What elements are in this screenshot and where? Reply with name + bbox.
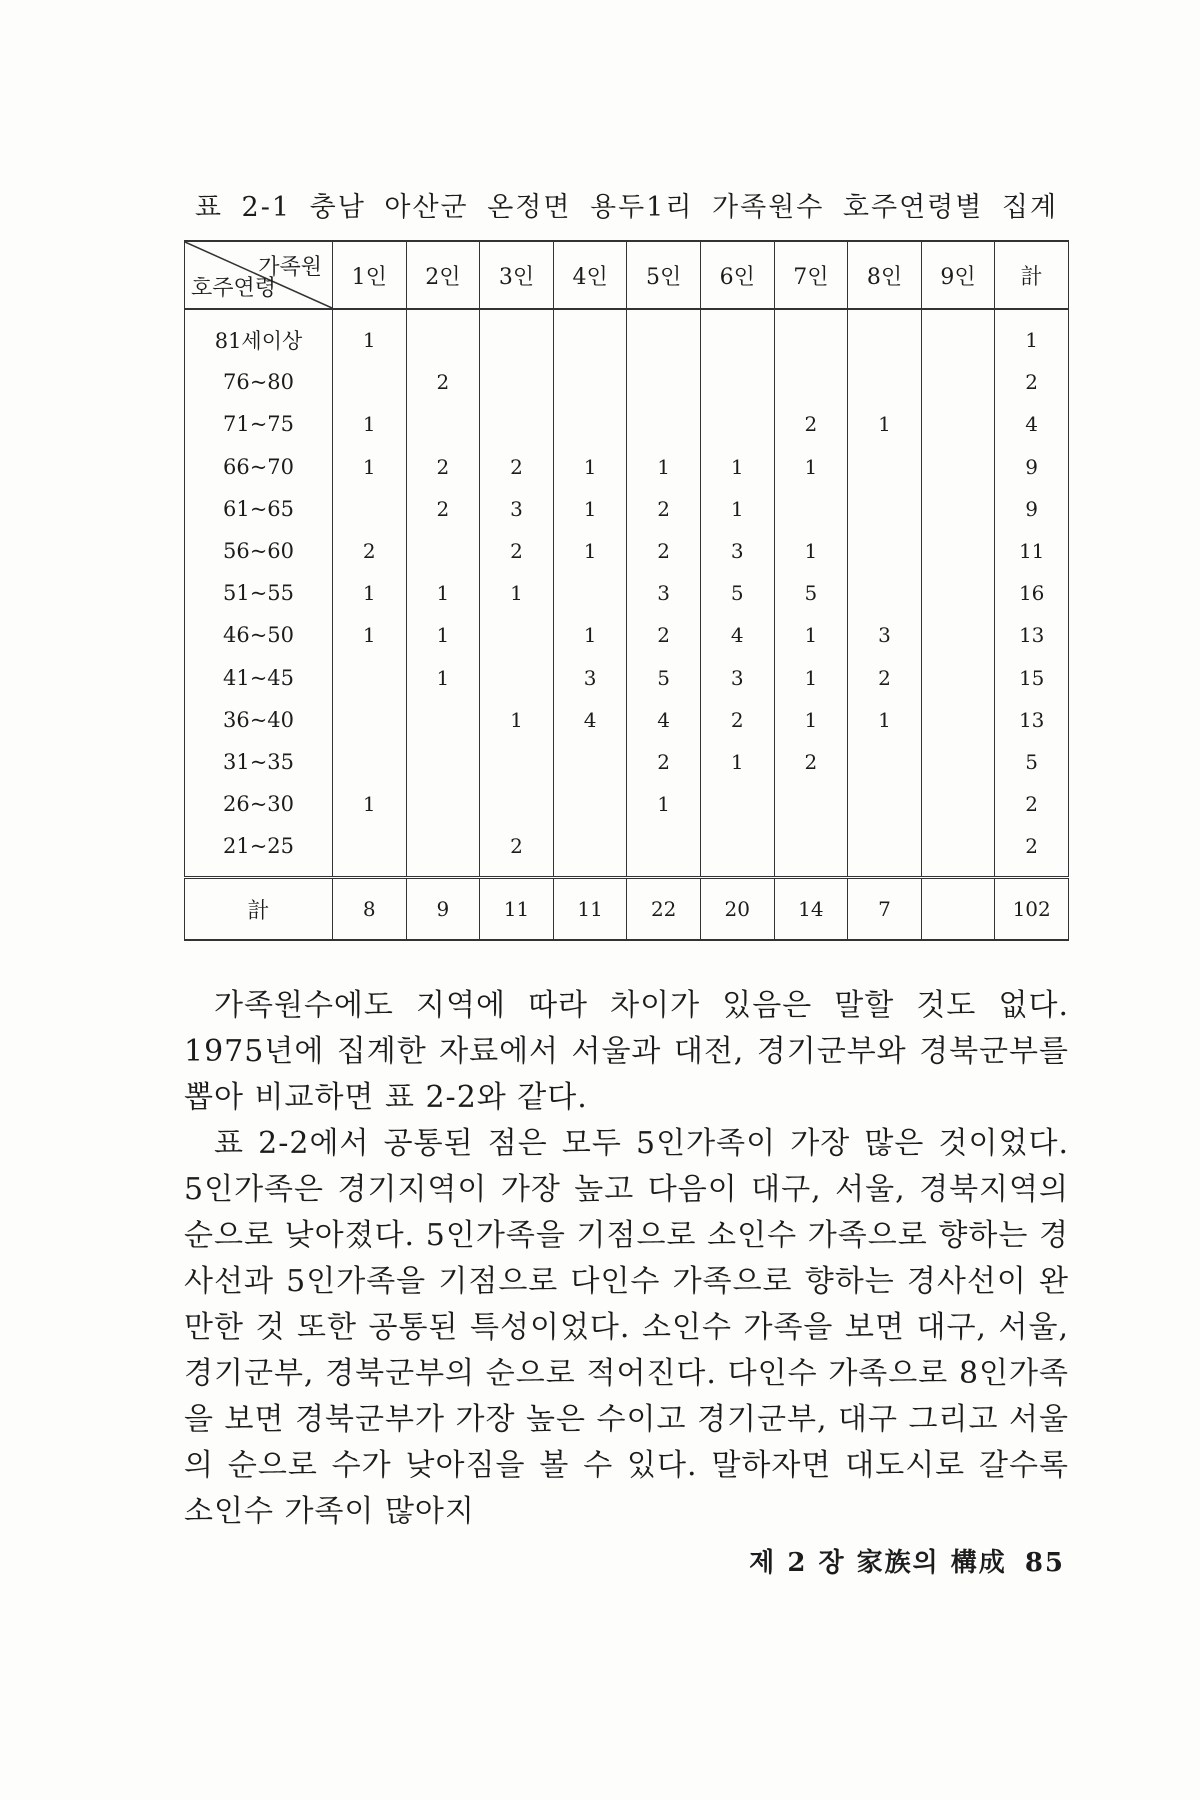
table-caption: 표 2-1 충남 아산군 온정면 용두1리 가족원수 호주연령별 집계 <box>194 192 1059 223</box>
table-cell <box>406 530 480 572</box>
table-cell <box>921 741 995 783</box>
table-cell: 1 <box>700 488 774 530</box>
table-cell <box>627 825 701 878</box>
table-cell: 3 <box>627 572 701 614</box>
table-cell: 1 <box>480 699 554 741</box>
table-row <box>185 657 1069 699</box>
table-row <box>185 488 1069 530</box>
table-cell: 5 <box>700 572 774 614</box>
table-cell <box>553 825 627 878</box>
table-cell: 3 <box>553 657 627 699</box>
table-cell <box>921 614 995 656</box>
table-cell: 2 <box>406 446 480 488</box>
table-cell: 9 <box>995 488 1069 530</box>
table-cell <box>921 572 995 614</box>
table-row <box>185 741 1069 783</box>
table-cell: 1 <box>333 446 407 488</box>
table-cell <box>700 403 774 445</box>
table-cell <box>921 309 995 361</box>
table-cell: 1 <box>774 614 848 656</box>
column-header: 3인 <box>480 241 554 309</box>
table-cell: 4 <box>995 403 1069 445</box>
column-header: 8인 <box>848 241 922 309</box>
table-cell: 2 <box>774 403 848 445</box>
table-cell <box>627 361 701 403</box>
corner-header-cell <box>185 241 333 309</box>
table-cell: 3 <box>700 657 774 699</box>
table-cell: 1 <box>700 741 774 783</box>
table-row <box>185 530 1069 572</box>
total-cell: 14 <box>774 878 848 941</box>
table-cell <box>921 361 995 403</box>
table-cell: 2 <box>333 530 407 572</box>
table-cell: 1 <box>553 446 627 488</box>
table-cell: 11 <box>995 530 1069 572</box>
row-label: 61~65 <box>185 488 333 530</box>
row-label: 56~60 <box>185 530 333 572</box>
table-cell: 1 <box>406 657 480 699</box>
table-cell: 1 <box>774 657 848 699</box>
table-cell: 3 <box>480 488 554 530</box>
column-header: 9인 <box>921 241 995 309</box>
table-cell: 1 <box>333 403 407 445</box>
table-cell: 15 <box>995 657 1069 699</box>
column-header: 2인 <box>406 241 480 309</box>
page-footer <box>749 1542 1065 1579</box>
table-cell <box>333 361 407 403</box>
table-cell: 1 <box>848 403 922 445</box>
chapter-title: 제 2 장 家族의 構成 <box>749 1548 1007 1578</box>
table-cell: 1 <box>333 783 407 825</box>
table-cell: 2 <box>774 741 848 783</box>
table-cell <box>480 657 554 699</box>
table-cell: 1 <box>333 614 407 656</box>
table-cell: 2 <box>480 825 554 878</box>
table-cell <box>848 361 922 403</box>
table-cell <box>848 446 922 488</box>
table-cell <box>848 530 922 572</box>
table-row <box>185 614 1069 656</box>
table-cell: 1 <box>995 309 1069 361</box>
row-label: 66~70 <box>185 446 333 488</box>
table-cell <box>406 309 480 361</box>
table-cell <box>553 572 627 614</box>
total-cell: 11 <box>480 878 554 941</box>
row-label: 21~25 <box>185 825 333 878</box>
table-cell: 2 <box>406 361 480 403</box>
table-cell <box>921 657 995 699</box>
table-cell <box>921 699 995 741</box>
table-row <box>185 572 1069 614</box>
table-cell <box>406 825 480 878</box>
table-cell <box>921 783 995 825</box>
table-cell <box>921 403 995 445</box>
table-cell <box>480 614 554 656</box>
table-cell <box>627 309 701 361</box>
table-cell: 2 <box>627 741 701 783</box>
row-label: 31~35 <box>185 741 333 783</box>
row-label: 51~55 <box>185 572 333 614</box>
table-cell <box>921 825 995 878</box>
table-cell: 13 <box>995 699 1069 741</box>
column-header: 5인 <box>627 241 701 309</box>
table-cell <box>700 783 774 825</box>
corner-bottom-label: 호주연령 <box>191 276 277 301</box>
total-cell: 22 <box>627 878 701 941</box>
table-cell: 1 <box>553 530 627 572</box>
table-cell <box>627 403 701 445</box>
table-cell <box>333 825 407 878</box>
page-content <box>184 185 1069 1535</box>
table-cell <box>553 783 627 825</box>
total-cell: 20 <box>700 878 774 941</box>
table-cell <box>553 403 627 445</box>
table-cell: 9 <box>995 446 1069 488</box>
table-total-row <box>185 878 1069 941</box>
table-cell <box>848 488 922 530</box>
table-cell: 3 <box>700 530 774 572</box>
table-row <box>185 361 1069 403</box>
table-cell: 1 <box>774 530 848 572</box>
column-header: 7인 <box>774 241 848 309</box>
total-cell: 7 <box>848 878 922 941</box>
table-body <box>185 309 1069 878</box>
table-cell: 1 <box>627 783 701 825</box>
table-cell: 1 <box>553 488 627 530</box>
table-cell: 5 <box>627 657 701 699</box>
paragraph: 표 2-2에서 공통된 점은 모두 5인가족이 가장 많은 것이었다. 5인가족은 경기지역이 가장 높고 다음이 대구, 서울, 경북지역의 순으로 낮아졌다. 5인가족을 기점으로 소인수 가족으로 향하는 경사선과 5인가족을 기점으로 다인수 가족으로 향하는 경사선이 완만한 것 또한 공통된 특성이었다. 소인수 가족을 보면 대구, 서울, 경기군부, 경북군부의 순으로 적어진다. 다인수 가족으로 8인가족을 보면 경북군부가 가장 높은 수이고 경기군부, 대구 그리고 서울의 순으로 수가 낮아짐을 볼 수 있다. 말하자면 대도시로 갈수록 소인수 가족이 많아지 <box>184 1126 1069 1530</box>
table-cell: 1 <box>848 699 922 741</box>
table-cell <box>333 699 407 741</box>
table-cell: 2 <box>627 488 701 530</box>
table-cell <box>406 699 480 741</box>
table-cell <box>700 309 774 361</box>
total-cell <box>921 878 995 941</box>
table-cell <box>480 309 554 361</box>
table-row <box>185 699 1069 741</box>
table-row <box>185 403 1069 445</box>
table-cell <box>406 783 480 825</box>
table-cell <box>774 309 848 361</box>
table-row <box>185 309 1069 361</box>
table-cell: 1 <box>700 446 774 488</box>
table-cell <box>333 657 407 699</box>
total-cell: 9 <box>406 878 480 941</box>
table-cell: 1 <box>627 446 701 488</box>
table-cell <box>774 783 848 825</box>
table-cell: 2 <box>627 614 701 656</box>
table-cell: 16 <box>995 572 1069 614</box>
body-text <box>184 983 1069 1535</box>
table-cell: 2 <box>848 657 922 699</box>
paragraph: 가족원수에도 지역에 따라 차이가 있음은 말할 것도 없다. 1975년에 집계한 자료에서 서울과 대전, 경기군부와 경북군부를 뽑아 비교하면 표 2-2와 같다. <box>184 988 1069 1116</box>
row-label: 71~75 <box>185 403 333 445</box>
table-cell: 13 <box>995 614 1069 656</box>
table-cell: 2 <box>995 825 1069 878</box>
table-cell <box>848 783 922 825</box>
table-cell <box>921 530 995 572</box>
table-cell: 1 <box>333 309 407 361</box>
total-cell: 102 <box>995 878 1069 941</box>
table-cell <box>774 488 848 530</box>
table-cell: 1 <box>333 572 407 614</box>
row-label: 46~50 <box>185 614 333 656</box>
table-cell: 5 <box>995 741 1069 783</box>
table-row <box>185 446 1069 488</box>
table-cell <box>333 488 407 530</box>
table-cell: 4 <box>700 614 774 656</box>
table-cell: 3 <box>848 614 922 656</box>
table-cell <box>406 403 480 445</box>
table-cell: 1 <box>406 614 480 656</box>
table-cell: 2 <box>995 783 1069 825</box>
table-cell: 1 <box>553 614 627 656</box>
table-cell <box>848 572 922 614</box>
column-header: 4인 <box>553 241 627 309</box>
column-header: 6인 <box>700 241 774 309</box>
table-cell <box>553 309 627 361</box>
table-cell: 1 <box>480 572 554 614</box>
column-header: 1인 <box>333 241 407 309</box>
table-cell <box>774 361 848 403</box>
row-label: 81세이상 <box>185 309 333 361</box>
row-label: 41~45 <box>185 657 333 699</box>
table-cell: 2 <box>480 530 554 572</box>
table-cell: 1 <box>774 446 848 488</box>
total-label: 計 <box>185 878 333 941</box>
table-header-row <box>185 241 1069 309</box>
row-label: 26~30 <box>185 783 333 825</box>
table-cell <box>700 361 774 403</box>
table-cell: 4 <box>553 699 627 741</box>
total-cell: 11 <box>553 878 627 941</box>
table-cell: 2 <box>995 361 1069 403</box>
table-row <box>185 825 1069 878</box>
table-row <box>185 783 1069 825</box>
column-header: 計 <box>995 241 1069 309</box>
total-cell: 8 <box>333 878 407 941</box>
table-cell: 2 <box>700 699 774 741</box>
table-cell <box>553 361 627 403</box>
table-cell: 5 <box>774 572 848 614</box>
row-label: 36~40 <box>185 699 333 741</box>
table-cell: 1 <box>774 699 848 741</box>
table-cell: 2 <box>480 446 554 488</box>
table-cell: 2 <box>406 488 480 530</box>
table-cell <box>848 741 922 783</box>
table-cell <box>333 741 407 783</box>
row-label: 76~80 <box>185 361 333 403</box>
table-cell <box>848 825 922 878</box>
table-cell <box>774 825 848 878</box>
table-cell <box>921 446 995 488</box>
table-cell <box>848 309 922 361</box>
table-cell: 2 <box>627 530 701 572</box>
family-size-table <box>184 240 1069 941</box>
table-cell <box>921 488 995 530</box>
page-number: 85 <box>1024 1548 1065 1578</box>
table-cell <box>480 403 554 445</box>
table-cell <box>553 741 627 783</box>
table-cell <box>480 783 554 825</box>
table-cell <box>700 825 774 878</box>
table-cell <box>480 741 554 783</box>
corner-top-label: 가족원 <box>258 255 322 280</box>
table-cell <box>480 361 554 403</box>
table-cell: 1 <box>406 572 480 614</box>
table-cell: 4 <box>627 699 701 741</box>
table-cell <box>406 741 480 783</box>
